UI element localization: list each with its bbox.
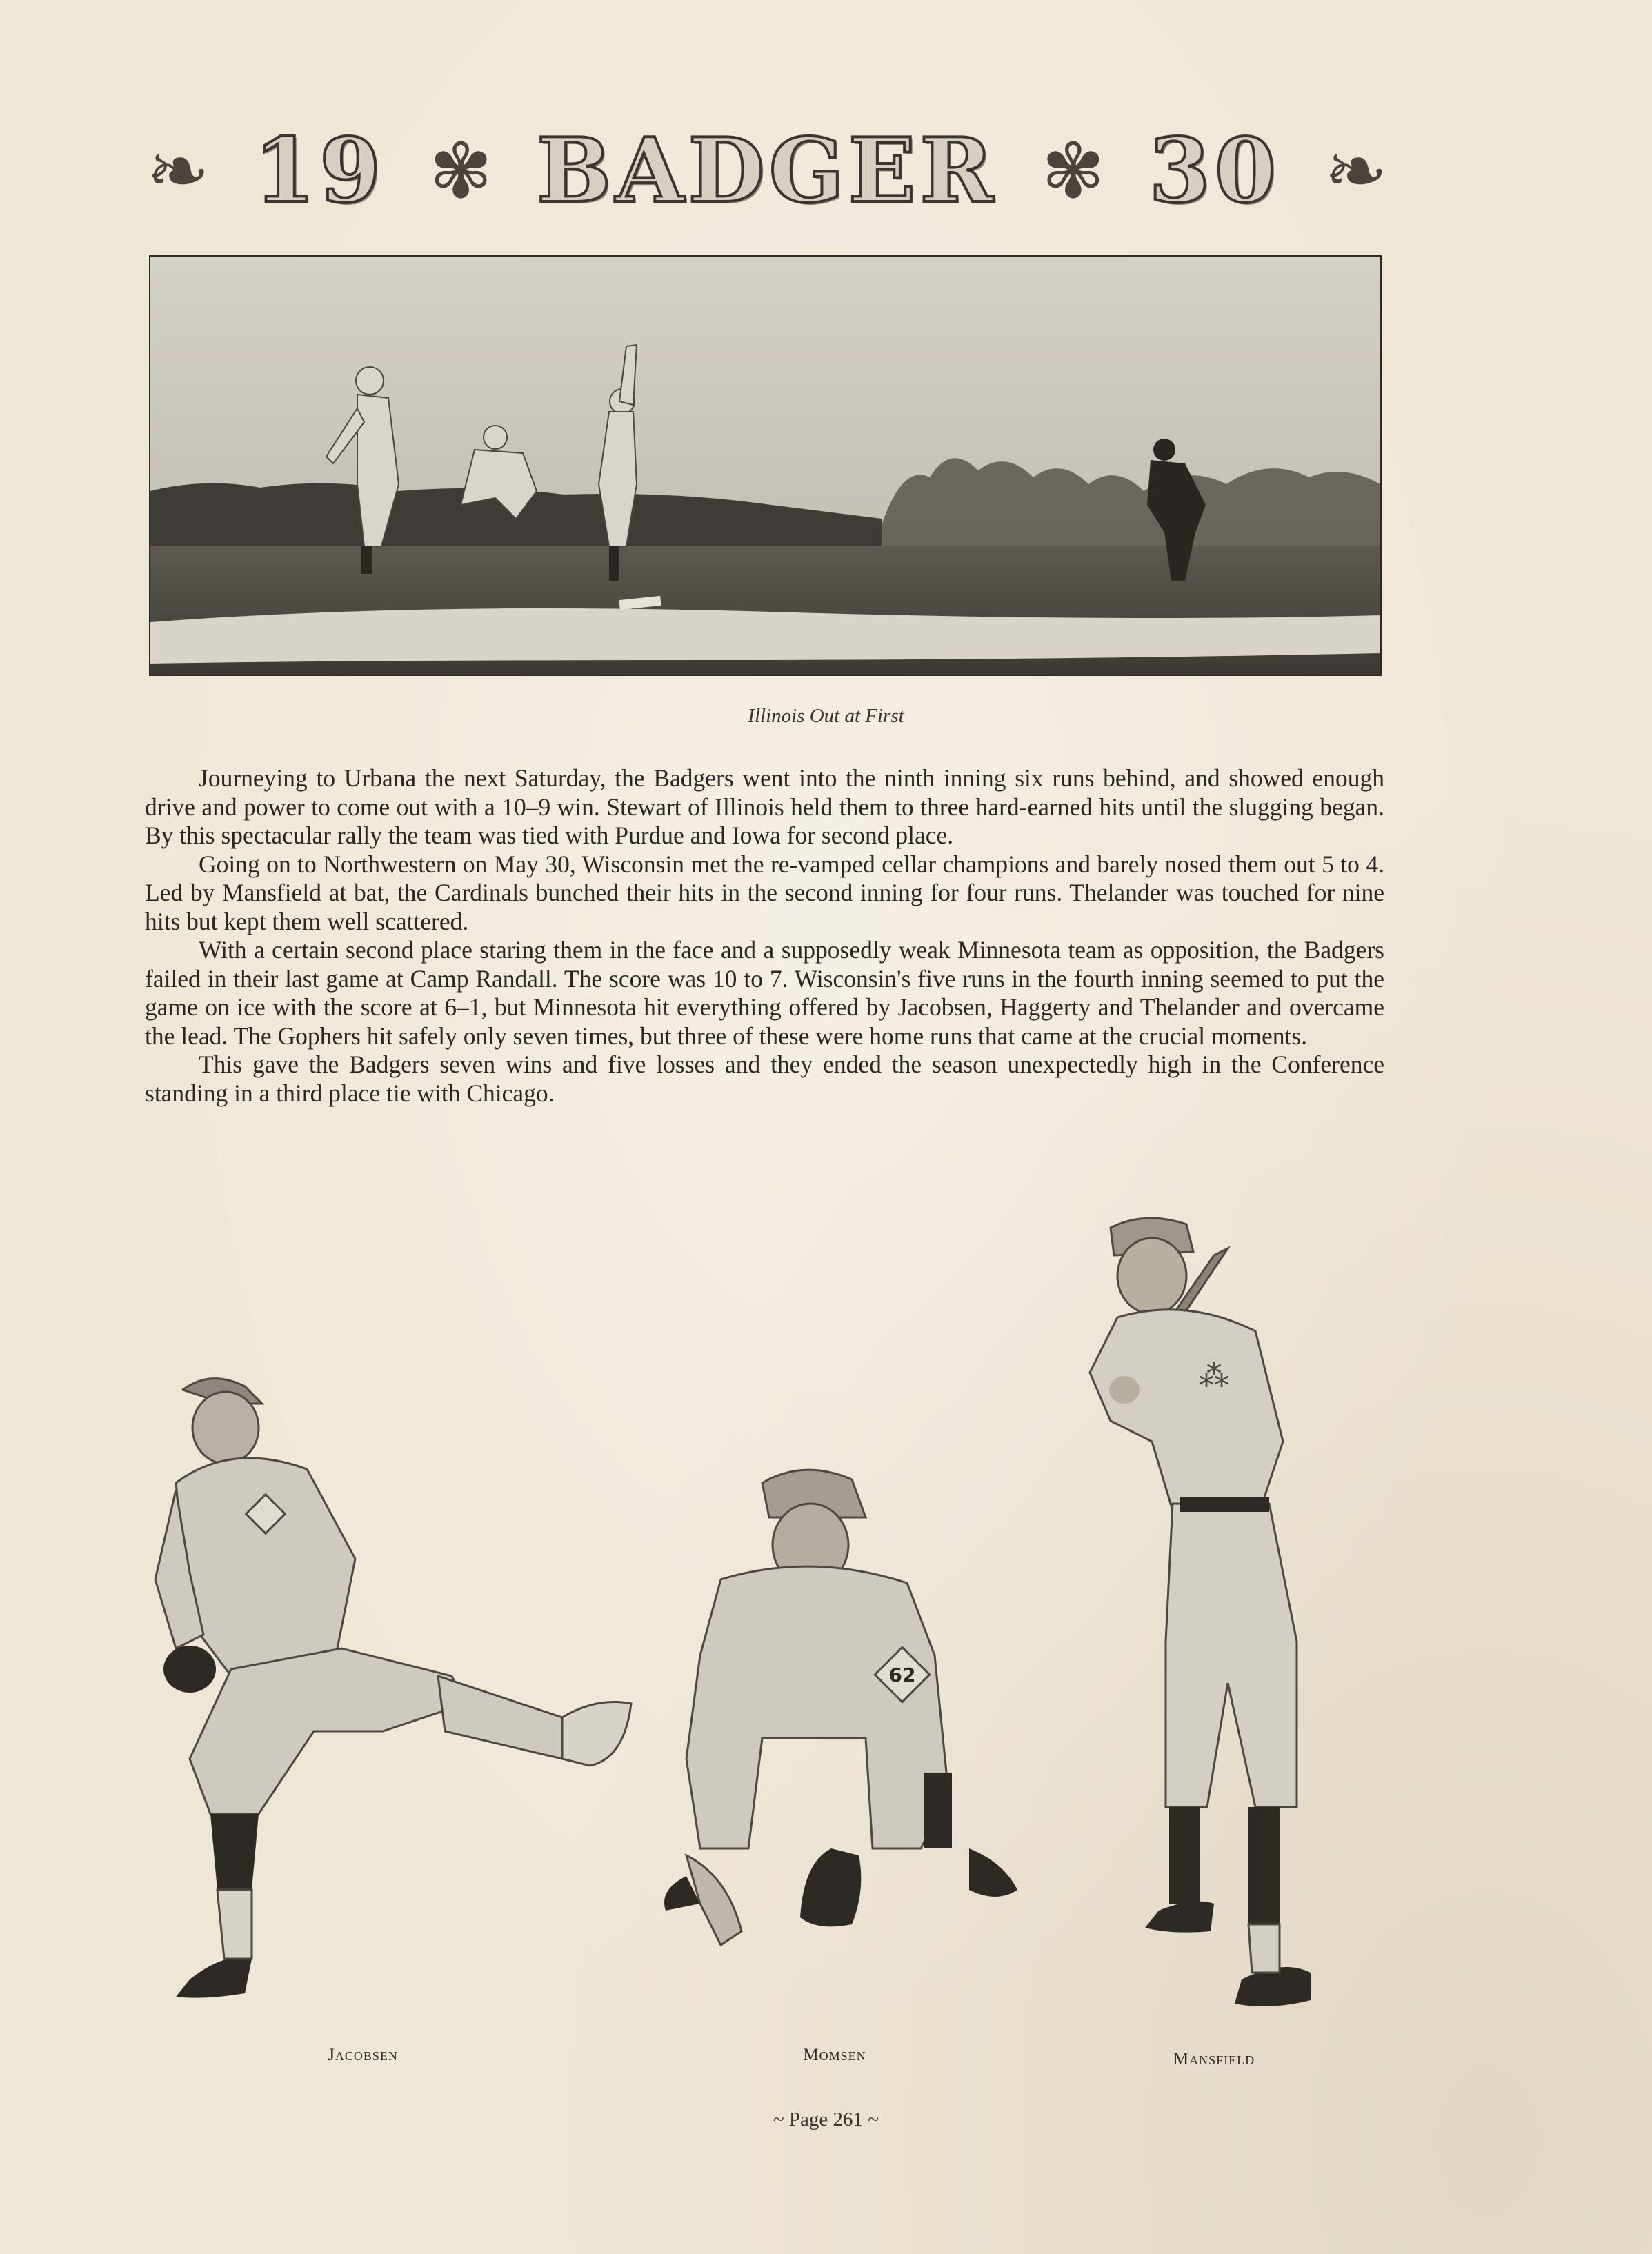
- fleuron-icon: ✾: [429, 126, 493, 215]
- masthead-year-left: 19: [254, 119, 386, 223]
- masthead-year-right: 30: [1148, 119, 1280, 223]
- paragraph: Journeying to Urbana the next Saturday, the Badgers went into the ninth inning six runs behind, and showed enough drive and power to come out with a 10–9 win. Stewart of Illinois held them to three hard-earned hits until the slugging began. By this spectacular rally the team was tied with Purdue and Iowa for second place.: [145, 764, 1384, 849]
- jersey-number: 62: [888, 1664, 916, 1686]
- paragraph: Going on to Northwestern on May 30, Wisconsin met the re-vamped cellar champions and barely nosed them out 5 to 4. Led by Mansfield at bat, the Cardinals bunched their hits in the second inning for four runs. Thelander was touched for nine hits but kept them well scattered.: [145, 850, 1384, 935]
- jersey-lettering-icon: ⁂: [1199, 1359, 1229, 1394]
- player-caption-momsen: Momsen: [803, 2046, 866, 2064]
- masthead: [146, 119, 1388, 223]
- momsen-illustration: [645, 1462, 1031, 2035]
- player-caption-jacobsen: Jacobsen: [328, 2046, 398, 2064]
- jacobsen-illustration: [148, 1373, 652, 2021]
- paragraph: This gave the Badgers seven wins and five losses and they ended the season unexpectedly high in the Conference standing in a third place tie with Chicago.: [145, 1050, 1384, 1107]
- fleuron-icon: ❧: [1324, 126, 1388, 215]
- fleuron-icon: ✾: [1041, 126, 1105, 215]
- momsen-photo: [645, 1462, 1031, 2035]
- page-number: ~ Page 261 ~: [773, 2108, 879, 2131]
- mansfield-photo: [1048, 1214, 1435, 2035]
- player-caption-mansfield: Mansfield: [1173, 2050, 1255, 2068]
- article-body: [145, 764, 1384, 1108]
- game-photo: [149, 255, 1382, 676]
- mansfield-illustration: [1048, 1214, 1435, 2035]
- masthead-title: BADGER: [537, 119, 997, 223]
- fleuron-icon: ❧: [146, 126, 210, 215]
- paragraph: With a certain second place staring them in the face and a supposedly weak Minnesota team as opposition, the Badgers failed in their last game at Camp Randall. The score was 10 to 7. Wisconsin's five runs in the fourth inning seemed to put the game on ice with the score at 6–1, but Minnesota hit everything offered by Jacobsen, Haggerty and Thelander and overcame the lead. The Gophers hit safely only seven times, but three of these were home runs that came at the crucial moments.: [145, 936, 1384, 1050]
- game-photo-illustration: [150, 257, 1380, 675]
- jacobsen-photo: [148, 1373, 652, 2021]
- photo-caption: Illinois Out at First: [748, 705, 904, 727]
